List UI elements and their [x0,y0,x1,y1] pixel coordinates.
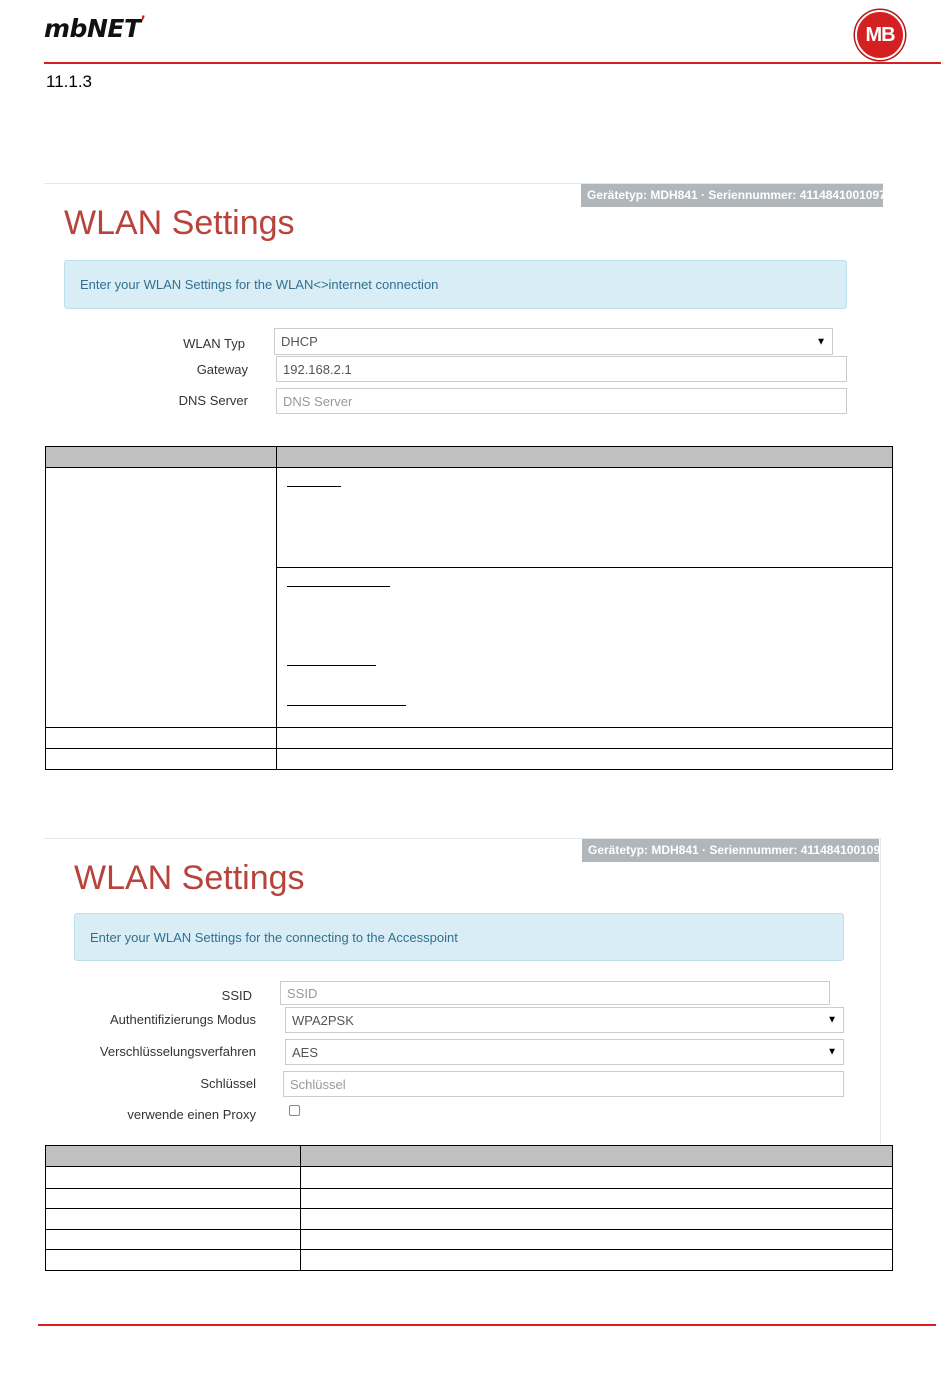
auth-mode-label: Authentifizierungs Modus [110,1012,256,1027]
table1-underline [287,486,341,487]
ssid-placeholder: SSID [287,985,318,1001]
caret-down-icon: ▼ [827,1014,837,1026]
logo-mark: ’ [140,14,146,30]
panel1-info-text: Enter your WLAN Settings for the WLAN<>internet connection [80,277,439,292]
ssid-input[interactable] [280,981,830,1005]
ssid-label: SSID [221,988,252,1003]
panel2-side-rule [880,838,881,1144]
header-rule [44,62,941,64]
gateway-value: 192.168.2.1 [283,361,352,377]
gateway-input[interactable] [276,356,847,382]
table1 [45,446,893,770]
panel2-title: WLAN Settings [74,859,305,897]
footer-rule [38,1324,936,1326]
key-input[interactable] [283,1071,844,1097]
table2-header-row [46,1146,892,1167]
caret-down-icon: ▼ [827,1046,837,1058]
encryption-value: AES [292,1044,319,1060]
panel1-info-box [64,260,847,309]
table2-row-divider [46,1229,892,1230]
wlan-typ-select[interactable] [274,328,833,355]
proxy-label: verwende einen Proxy [127,1107,256,1122]
table1-underline [287,586,390,587]
key-label: Schlüssel [200,1076,256,1091]
table1-row-divider [46,727,892,728]
panel2-info-text: Enter your WLAN Settings for the connecting to the Accesspoint [90,929,458,945]
table1-underline [287,665,376,666]
panel2-info-box [74,913,844,961]
panel1-title: WLAN Settings [64,204,295,242]
auth-mode-value: WPA2PSK [292,1012,354,1028]
table1-row-divider [277,567,892,568]
table1-underline [287,705,406,706]
table1-column-divider [276,447,277,769]
proxy-checkbox[interactable] [289,1105,300,1116]
auth-mode-select[interactable] [285,1007,844,1033]
table1-row-divider [46,748,892,749]
panel1-device-info: Gerätetyp: MDH841 · Seriennummer: 41148410010979 [581,184,883,207]
dns-server-label: DNS Server [178,393,248,408]
panel2-device-info: Gerätetyp: MDH841 · Seriennummer: 41148410010979 [582,839,879,862]
mbnet-logo [44,14,145,43]
caret-down-icon: ▼ [816,336,826,347]
table2-row-divider [46,1188,892,1189]
table2-row-divider [46,1208,892,1209]
section-number: 11.1.3 [46,72,93,91]
table2-row-divider [46,1249,892,1250]
dns-server-input[interactable] [276,388,847,414]
key-placeholder: Schlüssel [290,1076,346,1092]
gateway-label: Gateway [196,362,248,377]
mb-badge-logo [855,10,905,60]
encryption-label: Verschlüsselungsverfahren [99,1044,256,1059]
logo-text: mbNET [44,14,141,43]
wlan-typ-value: DHCP [281,334,318,349]
badge-text: MB [865,23,895,46]
encryption-select[interactable] [285,1039,844,1065]
table2 [45,1145,893,1271]
dns-server-placeholder: DNS Server [283,393,353,409]
wlan-typ-label: WLAN Typ [183,336,245,351]
table1-header-row [46,447,892,468]
